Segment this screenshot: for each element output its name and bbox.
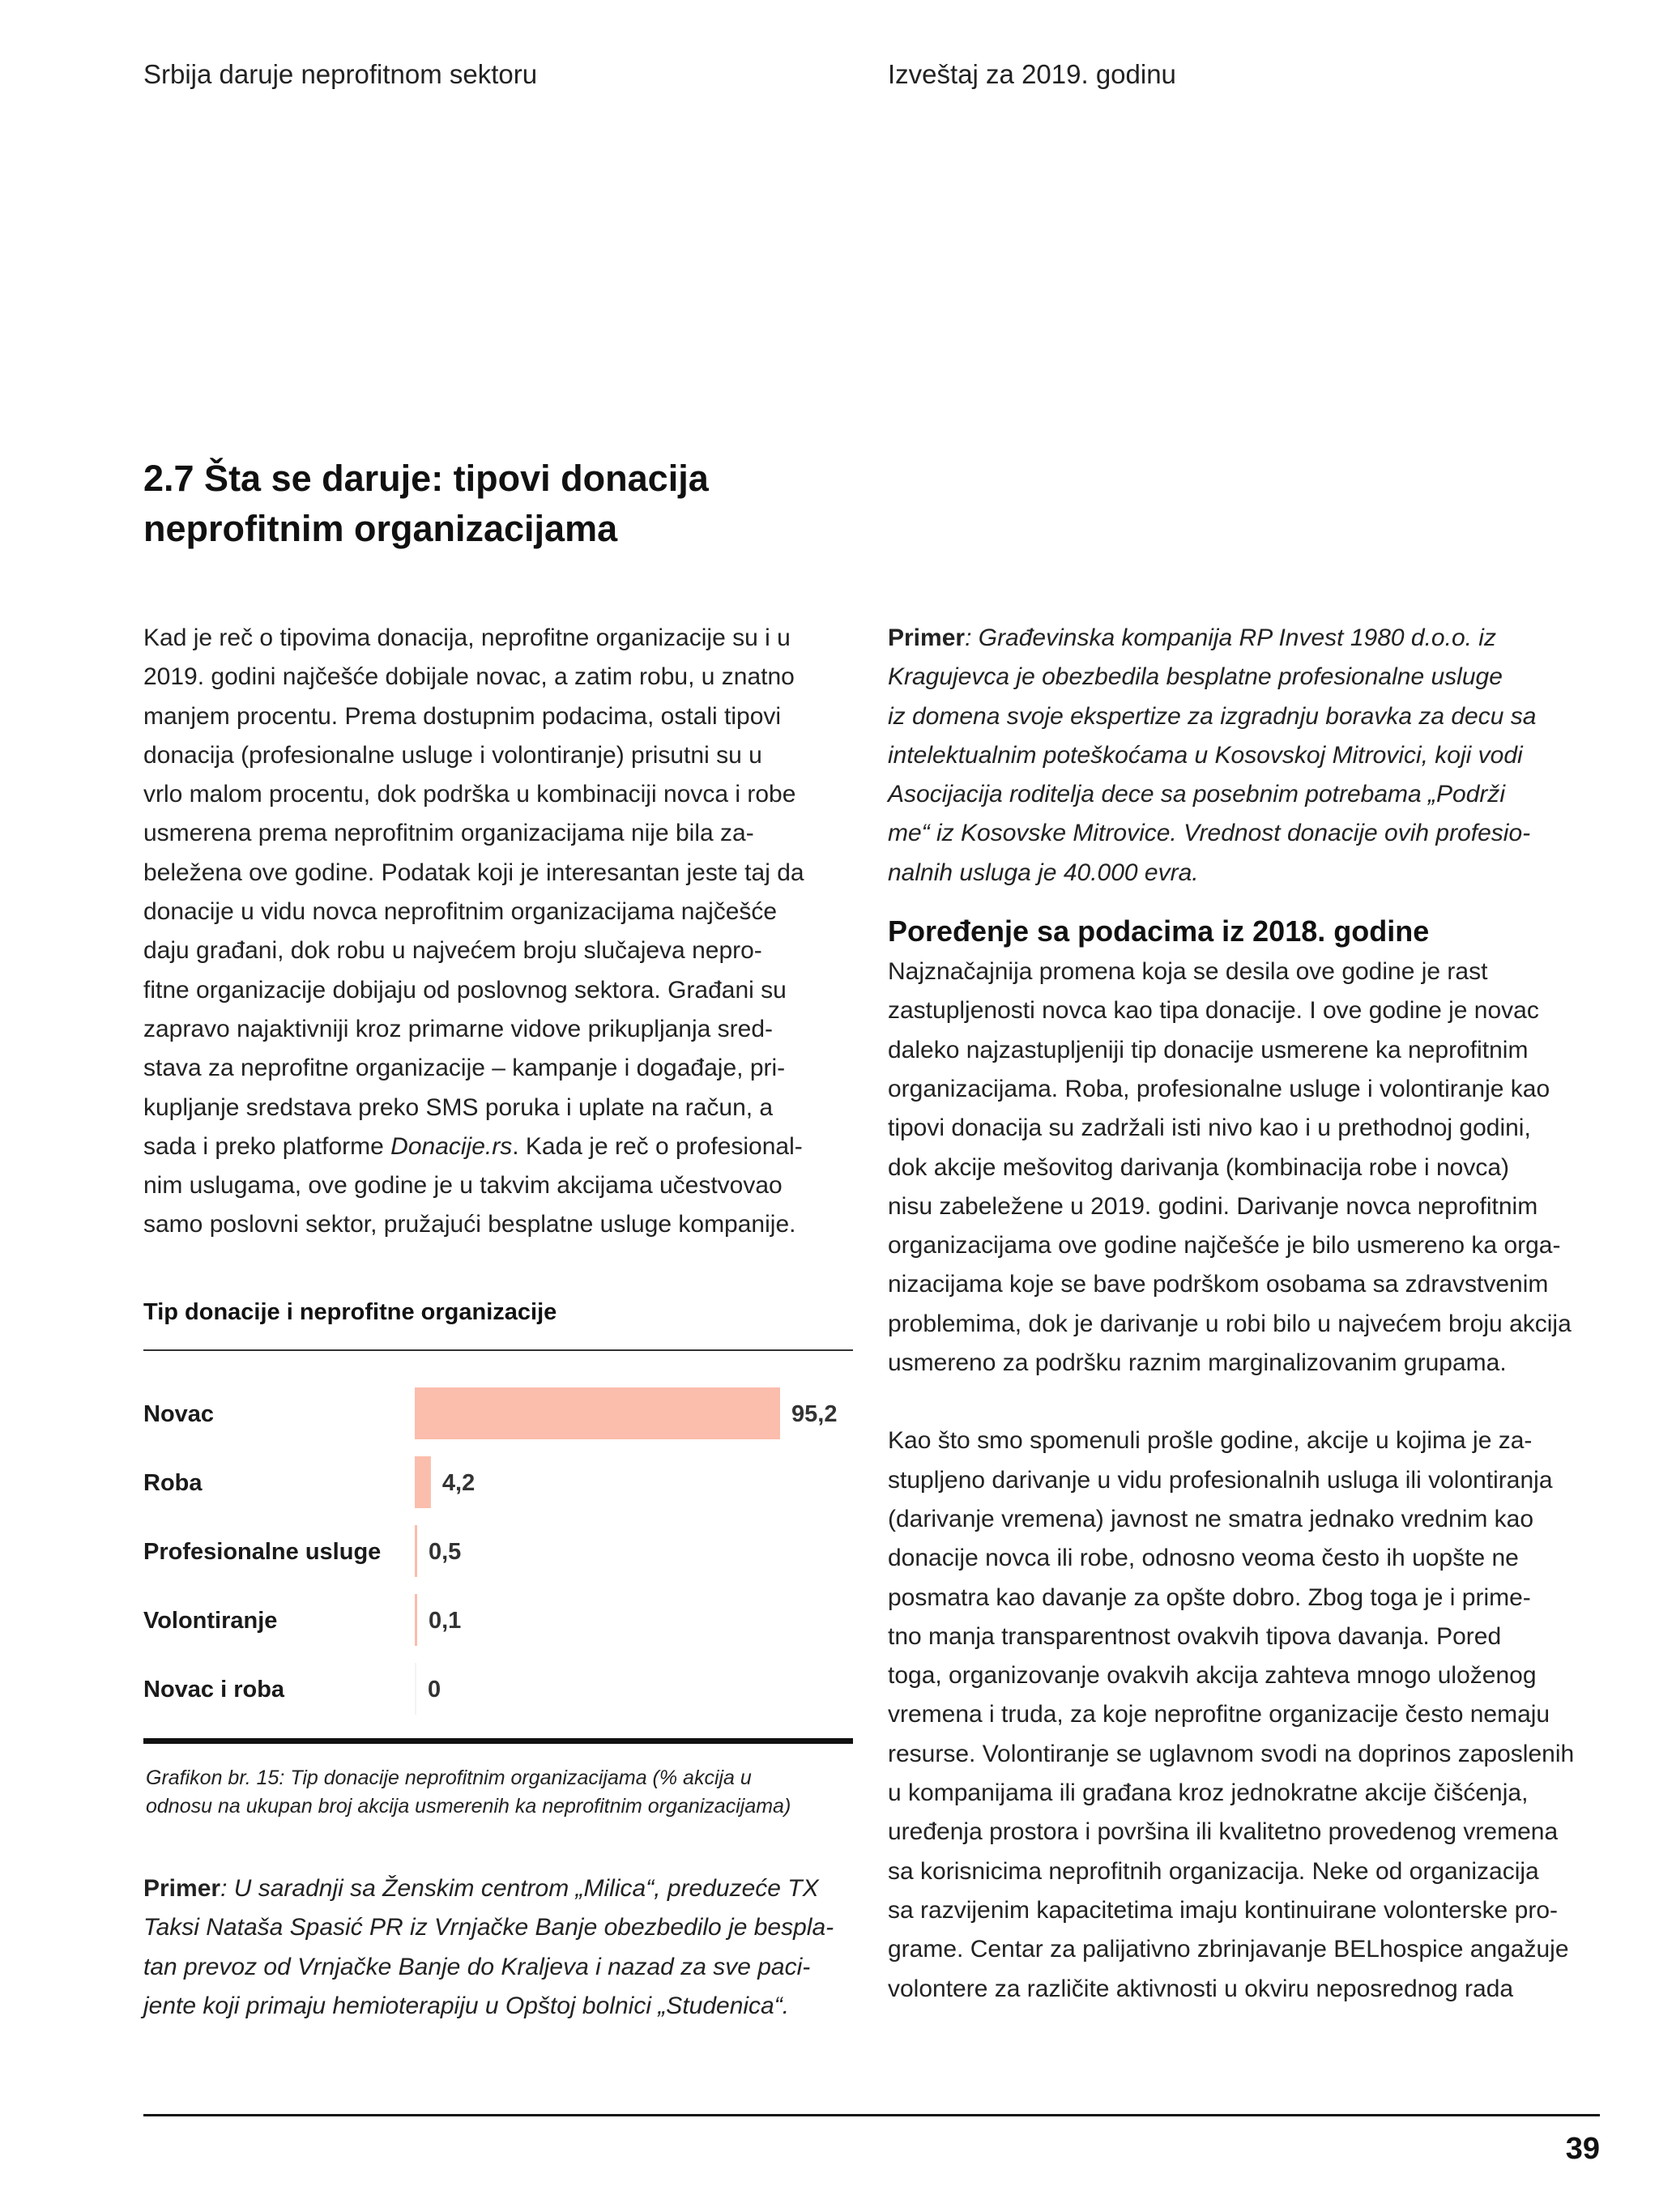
paragraph-line: uređenja prostora i površina ili kvalitetno provedenog vremena	[888, 1818, 1559, 1846]
example-text: me“ iz Kosovske Mitrovice. Vrednost donacije ovih profesio-	[888, 820, 1531, 847]
paragraph-gap	[888, 1383, 1601, 1421]
paragraph-line: usmereno za podršku raznim marginalizovanim grupama.	[888, 1349, 1507, 1377]
example-line	[888, 736, 1601, 775]
paragraph-line: (darivanje vremena) javnost ne smatra jednako vrednim kao	[888, 1505, 1534, 1532]
paragraph-line: Najznačajnija promena koja se desila ove godine je rast	[888, 958, 1488, 986]
paragraph-line: daleko najzastupljeniji tip donacije usmerene ka neprofitnim	[888, 1036, 1529, 1063]
section-title	[143, 454, 872, 554]
bar	[415, 1525, 417, 1577]
value-label: 0,5	[429, 1539, 462, 1565]
example-text: nalnih usluga je 40.000 evra.	[888, 859, 1199, 886]
running-header-right: Izveštaj za 2019. godinu	[888, 59, 1176, 89]
example-line	[888, 658, 1601, 697]
example-line	[888, 814, 1601, 853]
bar	[415, 1456, 431, 1508]
example-line	[143, 1908, 856, 1947]
chart-bottom-rule	[143, 1738, 853, 1744]
example-text: intelektualnim poteškoćama u Kosovskoj Mitrovici, koji vodi	[888, 741, 1523, 769]
example-text: jente koji primaju hemioterapiju u Opštoj bolnici „Studenica“.	[143, 1992, 790, 2019]
paragraph-line: u kompanijama ili građana kroz jednokratne akcije čišćenja,	[888, 1779, 1529, 1807]
paragraph-line: fitne organizacije dobijaju od poslovnog sektora. Građani su	[143, 976, 787, 1004]
bar	[415, 1387, 780, 1439]
running-header-left: Srbija daruje neprofitnom sektoru	[143, 59, 538, 89]
section-title-line: neprofitnim organizacijama	[143, 508, 618, 549]
bar	[415, 1594, 417, 1646]
category-label: Roba	[143, 1470, 203, 1496]
paragraph-line: manjem procentu. Prema dostupnim podacima, ostali tipovi	[143, 702, 782, 730]
example-text: Asocijacija roditelja dece sa posebnim potrebama „Podrži	[888, 781, 1506, 808]
example-line	[888, 697, 1601, 736]
paragraph-line: vremena i truda, za koje neprofitne organizacije često nemaju	[888, 1701, 1550, 1728]
paragraph-line: toga, organizovanje ovakvih akcija zahteva mnogo uloženog	[888, 1662, 1537, 1690]
paragraph-line: donacija (profesionalne usluge i volontiranje) prisutni su u	[143, 741, 762, 769]
bar	[415, 1663, 416, 1715]
paragraph-line: stupljeno darivanje u vidu profesionalnih usluga ili volontiranja	[888, 1466, 1553, 1494]
intro-paragraph	[143, 619, 856, 1127]
chart-title: Tip donacije i neprofitne organizacije	[143, 1299, 557, 1325]
section-title-line: 2.7 Šta se daruje: tipovi donacija	[143, 458, 709, 499]
footer-rule	[143, 2114, 1600, 2116]
paragraph-line: sada i preko platforme Donacije.rs. Kada je reč o profesional-	[143, 1132, 803, 1160]
example-taxi	[143, 1869, 856, 2026]
example-line	[143, 1869, 856, 1908]
example-text: Kragujevca je obezbedila besplatne profesionalne usluge	[888, 663, 1503, 691]
paragraph-line: problemima, dok je darivanje u robi bilo u najvećem broju akcija	[888, 1310, 1572, 1337]
example-rp-invest	[888, 619, 1601, 893]
paragraph-line: donacije u vidu novca neprofitnim organizacijama najčešće	[143, 898, 778, 926]
value-label: 4,2	[441, 1470, 476, 1496]
paragraph-line: nim uslugama, ove godine je u takvim akcijama učestvovao	[143, 1172, 783, 1200]
paragraph-line: nisu zabeležene u 2019. godini. Darivanje novca neprofitnim	[888, 1192, 1538, 1220]
right-column-text	[888, 619, 1601, 2009]
chart-caption	[146, 1764, 859, 1821]
category-label: Novac i roba	[143, 1677, 285, 1703]
category-label: Profesionalne usluge	[143, 1539, 382, 1565]
left-column-text	[143, 619, 856, 1245]
paragraph-line: posmatra kao davanje za opšte dobro. Zbog toga je i prime-	[888, 1583, 1531, 1611]
paragraph-line: daju građani, dok robu u najvećem broju slučajeva nepro-	[143, 937, 762, 965]
paragraph-line: donacije novca ili robe, odnosno veoma često ih uopšte ne	[888, 1545, 1519, 1572]
comparison-paragraph	[888, 953, 1601, 1383]
paragraph-line: zastupljenosti novca kao tipa donacije. I ove godine je novac	[888, 997, 1539, 1025]
example-label: Primer	[888, 624, 966, 651]
comparison-subheading: Poređenje sa podacima iz 2018. godine	[888, 914, 1430, 948]
example-lines	[143, 1869, 856, 2026]
paragraph-line: sa razvijenim kapacitetima imaju kontinuirane volonterske pro-	[888, 1896, 1559, 1924]
caption-line: Grafikon br. 15: Tip donacije neprofitnim organizacijama (% akcija u	[146, 1767, 752, 1789]
donation-type-bar-chart	[143, 1353, 856, 1737]
example-text: : U saradnji sa Ženskim centrom „Milica“, preduzeće TX	[220, 1875, 819, 1902]
example-line	[143, 1948, 856, 1987]
example-text: tan prevoz od Vrnjačke Banje do Kraljeva i nazad za sve paci-	[143, 1953, 811, 1980]
example-label: Primer	[143, 1875, 221, 1902]
paragraph-line: Kao što smo spomenuli prošle godine, akcije u kojima je za-	[888, 1427, 1533, 1455]
paragraph-line: organizacijama. Roba, profesionalne usluge i volontiranje kao	[888, 1075, 1550, 1102]
example-text: iz domena svoje ekspertize za izgradnju boravka za decu sa	[888, 702, 1537, 730]
example-line	[143, 1987, 856, 2026]
paragraph-line: grame. Centar za palijativno zbrinjavanje BELhospice angažuje	[888, 1936, 1569, 1963]
example-text: : Građevinska kompanija RP Invest 1980 d.o.o. iz	[965, 624, 1496, 651]
volunteering-paragraph	[888, 1421, 1601, 2008]
paragraph-line: resurse. Volontiranje se uglavnom svodi na doprinos zaposlenih	[888, 1740, 1575, 1767]
paragraph-line: beležena ove godine. Podatak koji je interesantan jeste taj da	[143, 859, 804, 886]
platform-name: Donacije.rs	[390, 1132, 513, 1160]
paragraph-line: usmerena prema neprofitnim organizacijama nije bila za-	[143, 820, 754, 847]
chart-top-rule	[143, 1349, 853, 1351]
example-line	[888, 854, 1601, 893]
paragraph-line: zapravo najaktivniji kroz primarne vidove prikupljanja sred-	[143, 1015, 774, 1042]
paragraph-line: organizacijama ove godine najčešće je bilo usmereno ka orga-	[888, 1232, 1561, 1259]
value-label: 0,1	[429, 1608, 462, 1634]
paragraph-line: tipovi donacija su zadržali isti nivo kao i u prethodnoj godini,	[888, 1115, 1531, 1142]
category-label: Novac	[143, 1401, 215, 1427]
paragraph-line: tno manja transparentnost ovakvih tipova davanja. Pored	[888, 1622, 1502, 1650]
caption-line: odnosu na ukupan broj akcija usmerenih ka neprofitnim organizacijama)	[146, 1795, 791, 1818]
paragraph-line: 2019. godini najčešće dobijale novac, a zatim robu, u znatno	[143, 663, 795, 691]
paragraph-line: vrlo malom procentu, dok podrška u kombinaciji novca i robe	[143, 781, 796, 808]
example-line	[888, 619, 1601, 658]
example-line	[888, 775, 1601, 814]
paragraph-line: dok akcije mešovitog darivanja (kombinacija robe i novca)	[888, 1153, 1510, 1181]
paragraph-line: nizacijama koje se bave podrškom osobama sa zdravstvenim	[888, 1271, 1549, 1298]
paragraph-line: Kad je reč o tipovima donacija, neprofitne organizacije su i u	[143, 624, 791, 651]
paragraph-line: volontere za različite aktivnosti u okviru neposrednog rada	[888, 1975, 1514, 2002]
example-text: Taksi Nataša Spasić PR iz Vrnjačke Banje obezbedilo je bespla-	[143, 1914, 834, 1941]
value-label: 95,2	[791, 1401, 838, 1427]
paragraph-line: stava za neprofitne organizacije – kampanje i događaje, pri-	[143, 1055, 786, 1082]
category-label: Volontiranje	[143, 1608, 278, 1634]
paragraph-line: samo poslovni sektor, pružajući besplatne usluge kompanije.	[143, 1211, 796, 1238]
paragraph-line: sa korisnicima neprofitnih organizacija. Neke od organizacija	[888, 1857, 1539, 1885]
paragraph-line: kupljanje sredstava preko SMS poruka i uplate na račun, a	[143, 1093, 774, 1121]
page-number: 39	[1565, 2132, 1600, 2166]
intro-paragraph-end	[143, 1166, 856, 1245]
value-label: 0	[428, 1677, 441, 1703]
